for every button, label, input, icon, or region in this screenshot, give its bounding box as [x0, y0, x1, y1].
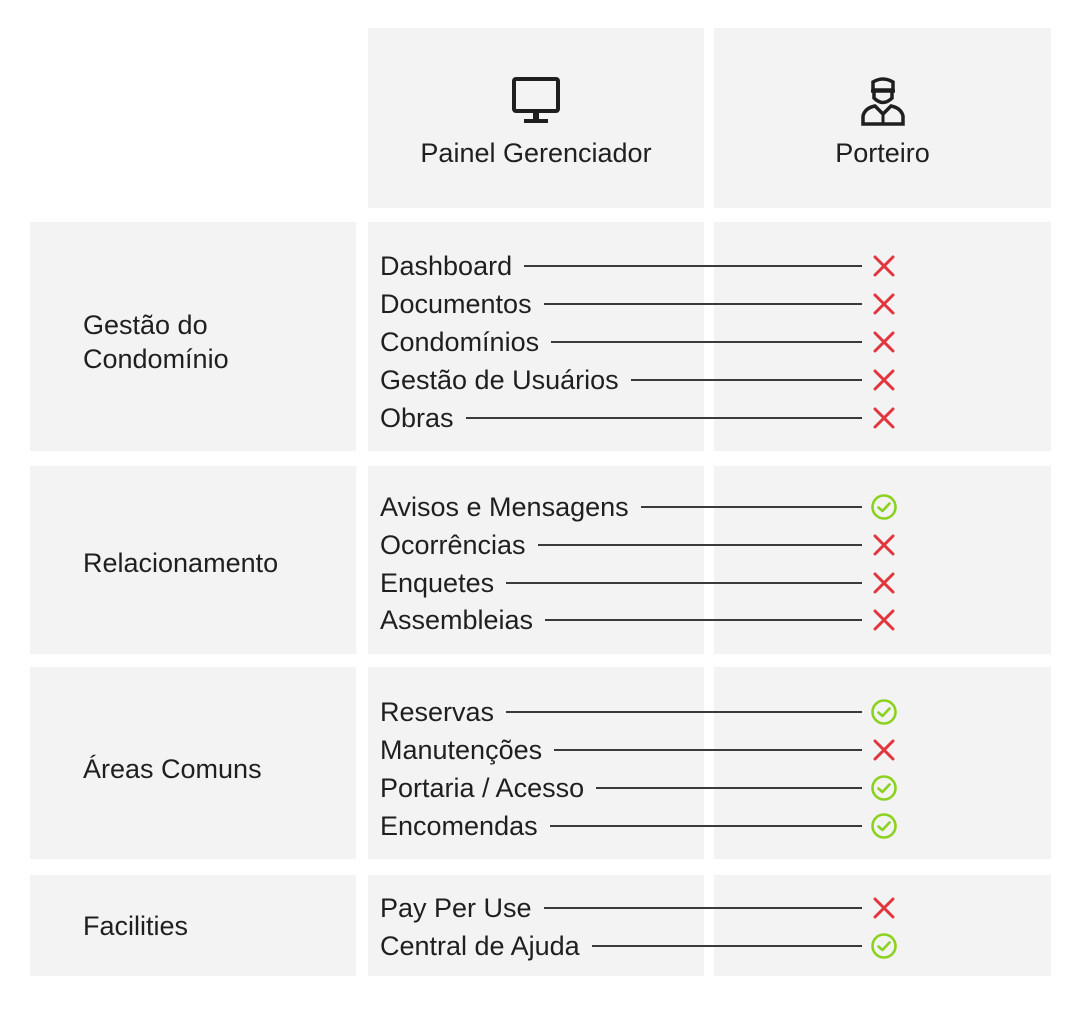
- feature-label: Portaria / Acesso: [380, 772, 585, 803]
- doorman-icon: [855, 74, 911, 130]
- category-label: Relacionamento: [83, 548, 279, 578]
- check-circle-icon: [870, 698, 898, 726]
- category-label: Facilities: [83, 911, 189, 941]
- category-label: Áreas Comuns: [83, 754, 262, 784]
- feature-label: Reservas: [380, 696, 495, 727]
- cross-icon: [870, 606, 898, 634]
- connector-line: [506, 582, 862, 584]
- connector-line: [631, 379, 862, 381]
- category-cell: [30, 466, 356, 654]
- connector-line: [506, 711, 862, 713]
- connector-line: [641, 506, 862, 508]
- category-label: Gestão do Condomínio: [83, 310, 229, 374]
- feature-row: [380, 528, 898, 562]
- feature-row: [380, 891, 898, 925]
- feature-row: [380, 771, 898, 805]
- feature-label: Pay Per Use: [380, 892, 532, 923]
- feature-row: [380, 287, 898, 321]
- connector-line: [550, 825, 862, 827]
- header-panel-column: [368, 28, 704, 208]
- check-circle-icon: [870, 493, 898, 521]
- connector-line: [466, 417, 862, 419]
- feature-row: [380, 401, 898, 435]
- connector-line: [544, 907, 862, 909]
- feature-label: Central de Ajuda: [380, 930, 580, 961]
- feature-row: [380, 490, 898, 524]
- feature-label: Documentos: [380, 288, 532, 319]
- connector-line: [544, 303, 862, 305]
- cross-icon: [870, 736, 898, 764]
- feature-label: Avisos e Mensagens: [380, 491, 629, 522]
- category-cell: [30, 222, 356, 451]
- feature-row: [380, 603, 898, 637]
- cross-icon: [870, 894, 898, 922]
- feature-label: Gestão de Usuários: [380, 364, 619, 395]
- feature-row: [380, 809, 898, 843]
- cross-icon: [870, 531, 898, 559]
- feature-label: Encomendas: [380, 810, 538, 841]
- check-circle-icon: [870, 932, 898, 960]
- connector-line: [545, 619, 862, 621]
- feature-label: Obras: [380, 402, 454, 433]
- connector-line: [592, 945, 862, 947]
- header-porteiro-column: [714, 28, 1051, 208]
- feature-row: [380, 733, 898, 767]
- column-title-panel: Painel Gerenciador: [420, 138, 652, 168]
- cross-icon: [870, 290, 898, 318]
- column-title-porteiro: Porteiro: [835, 138, 930, 168]
- connector-line: [596, 787, 862, 789]
- feature-label: Assembleias: [380, 604, 534, 635]
- cross-icon: [870, 366, 898, 394]
- category-cell: [30, 875, 356, 976]
- connector-line: [538, 544, 862, 546]
- feature-row: [380, 249, 898, 283]
- feature-label: Enquetes: [380, 567, 495, 598]
- feature-row: [380, 929, 898, 963]
- cross-icon: [870, 252, 898, 280]
- monitor-icon: [508, 74, 564, 130]
- check-circle-icon: [870, 774, 898, 802]
- check-circle-icon: [870, 812, 898, 840]
- feature-label: Ocorrências: [380, 529, 526, 560]
- connector-line: [524, 265, 862, 267]
- feature-row: [380, 325, 898, 359]
- cross-icon: [870, 569, 898, 597]
- connector-line: [554, 749, 862, 751]
- feature-label: Condomínios: [380, 326, 540, 357]
- feature-label: Manutenções: [380, 734, 543, 765]
- category-cell: [30, 667, 356, 859]
- feature-row: [380, 363, 898, 397]
- feature-row: [380, 695, 898, 729]
- feature-label: Dashboard: [380, 250, 513, 281]
- cross-icon: [870, 404, 898, 432]
- cross-icon: [870, 328, 898, 356]
- connector-line: [551, 341, 862, 343]
- feature-row: [380, 566, 898, 600]
